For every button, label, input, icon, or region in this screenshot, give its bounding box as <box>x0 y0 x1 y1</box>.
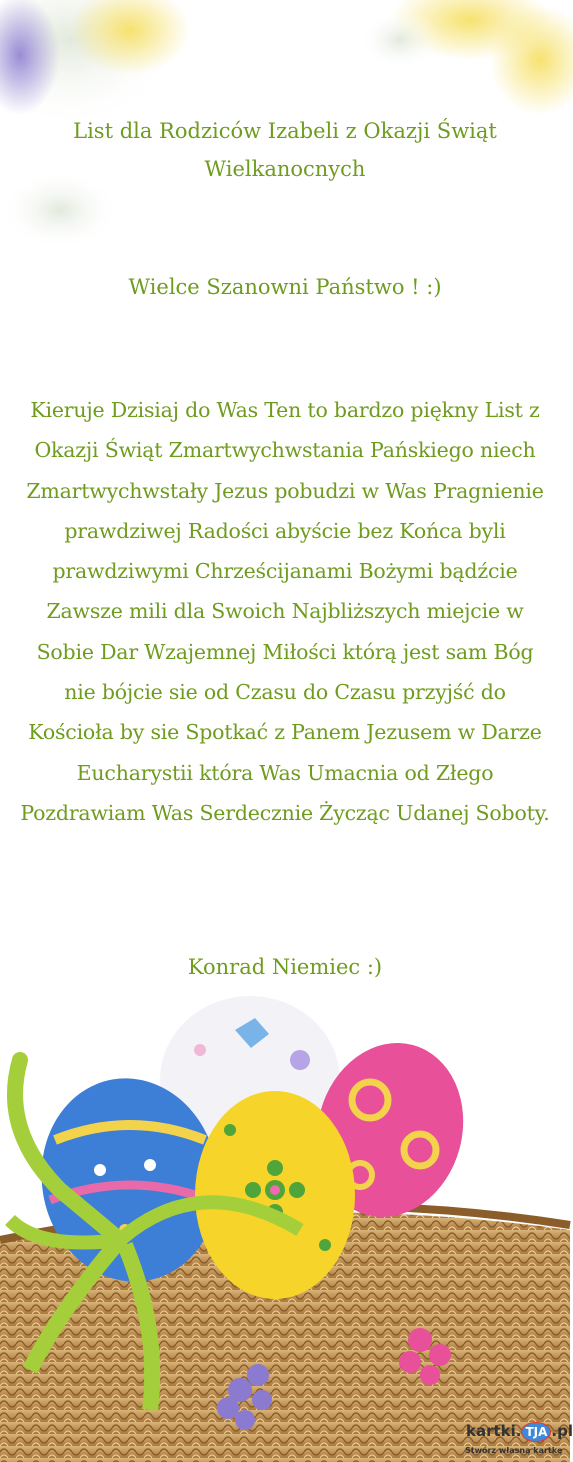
kartki-logo[interactable] <box>460 1420 573 1462</box>
logo-brand-prefix: kartki. <box>466 1422 522 1440</box>
logo-tagline: Stwórz własną kartkę <box>465 1446 563 1455</box>
easter-basket-illustration <box>0 990 570 1462</box>
logo-brand-middle: TJA <box>521 1422 551 1442</box>
card-signature: Konrad Niemiec :) <box>187 955 383 979</box>
card-message: Kieruje Dzisiaj do Was Ten to bardzo piękny List z Okazji Świąt Zmartwychwstania Pańskiego niech Zmartwychwstały Jezus pobudzi w Was Pragnienie prawdziwej Radości abyście bez Końca byli prawdziwymi Chrześcijanami Bożymi bądźcie Zawsze mili dla Swoich Najbliższych miejcie w Sobie Dar Wzajemnej Miłości którą jest sam Bóg nie bójcie sie od Czasu do Czasu przyjść do Kościoła by sie Spotkać z Panem Jezusem w Darze Eucharystii która Was Umacnia od Złego Pozdrawiam Was Serdecznie Życząc Udanej Soboty. <box>20 398 550 825</box>
card-title: List dla Rodziców Izabeli z Okazji Świąt Wielkanocnych <box>73 119 497 181</box>
logo-brand-suffix: .pl <box>551 1422 573 1440</box>
card-greeting: Wielce Szanowni Państwo ! :) <box>128 275 442 299</box>
